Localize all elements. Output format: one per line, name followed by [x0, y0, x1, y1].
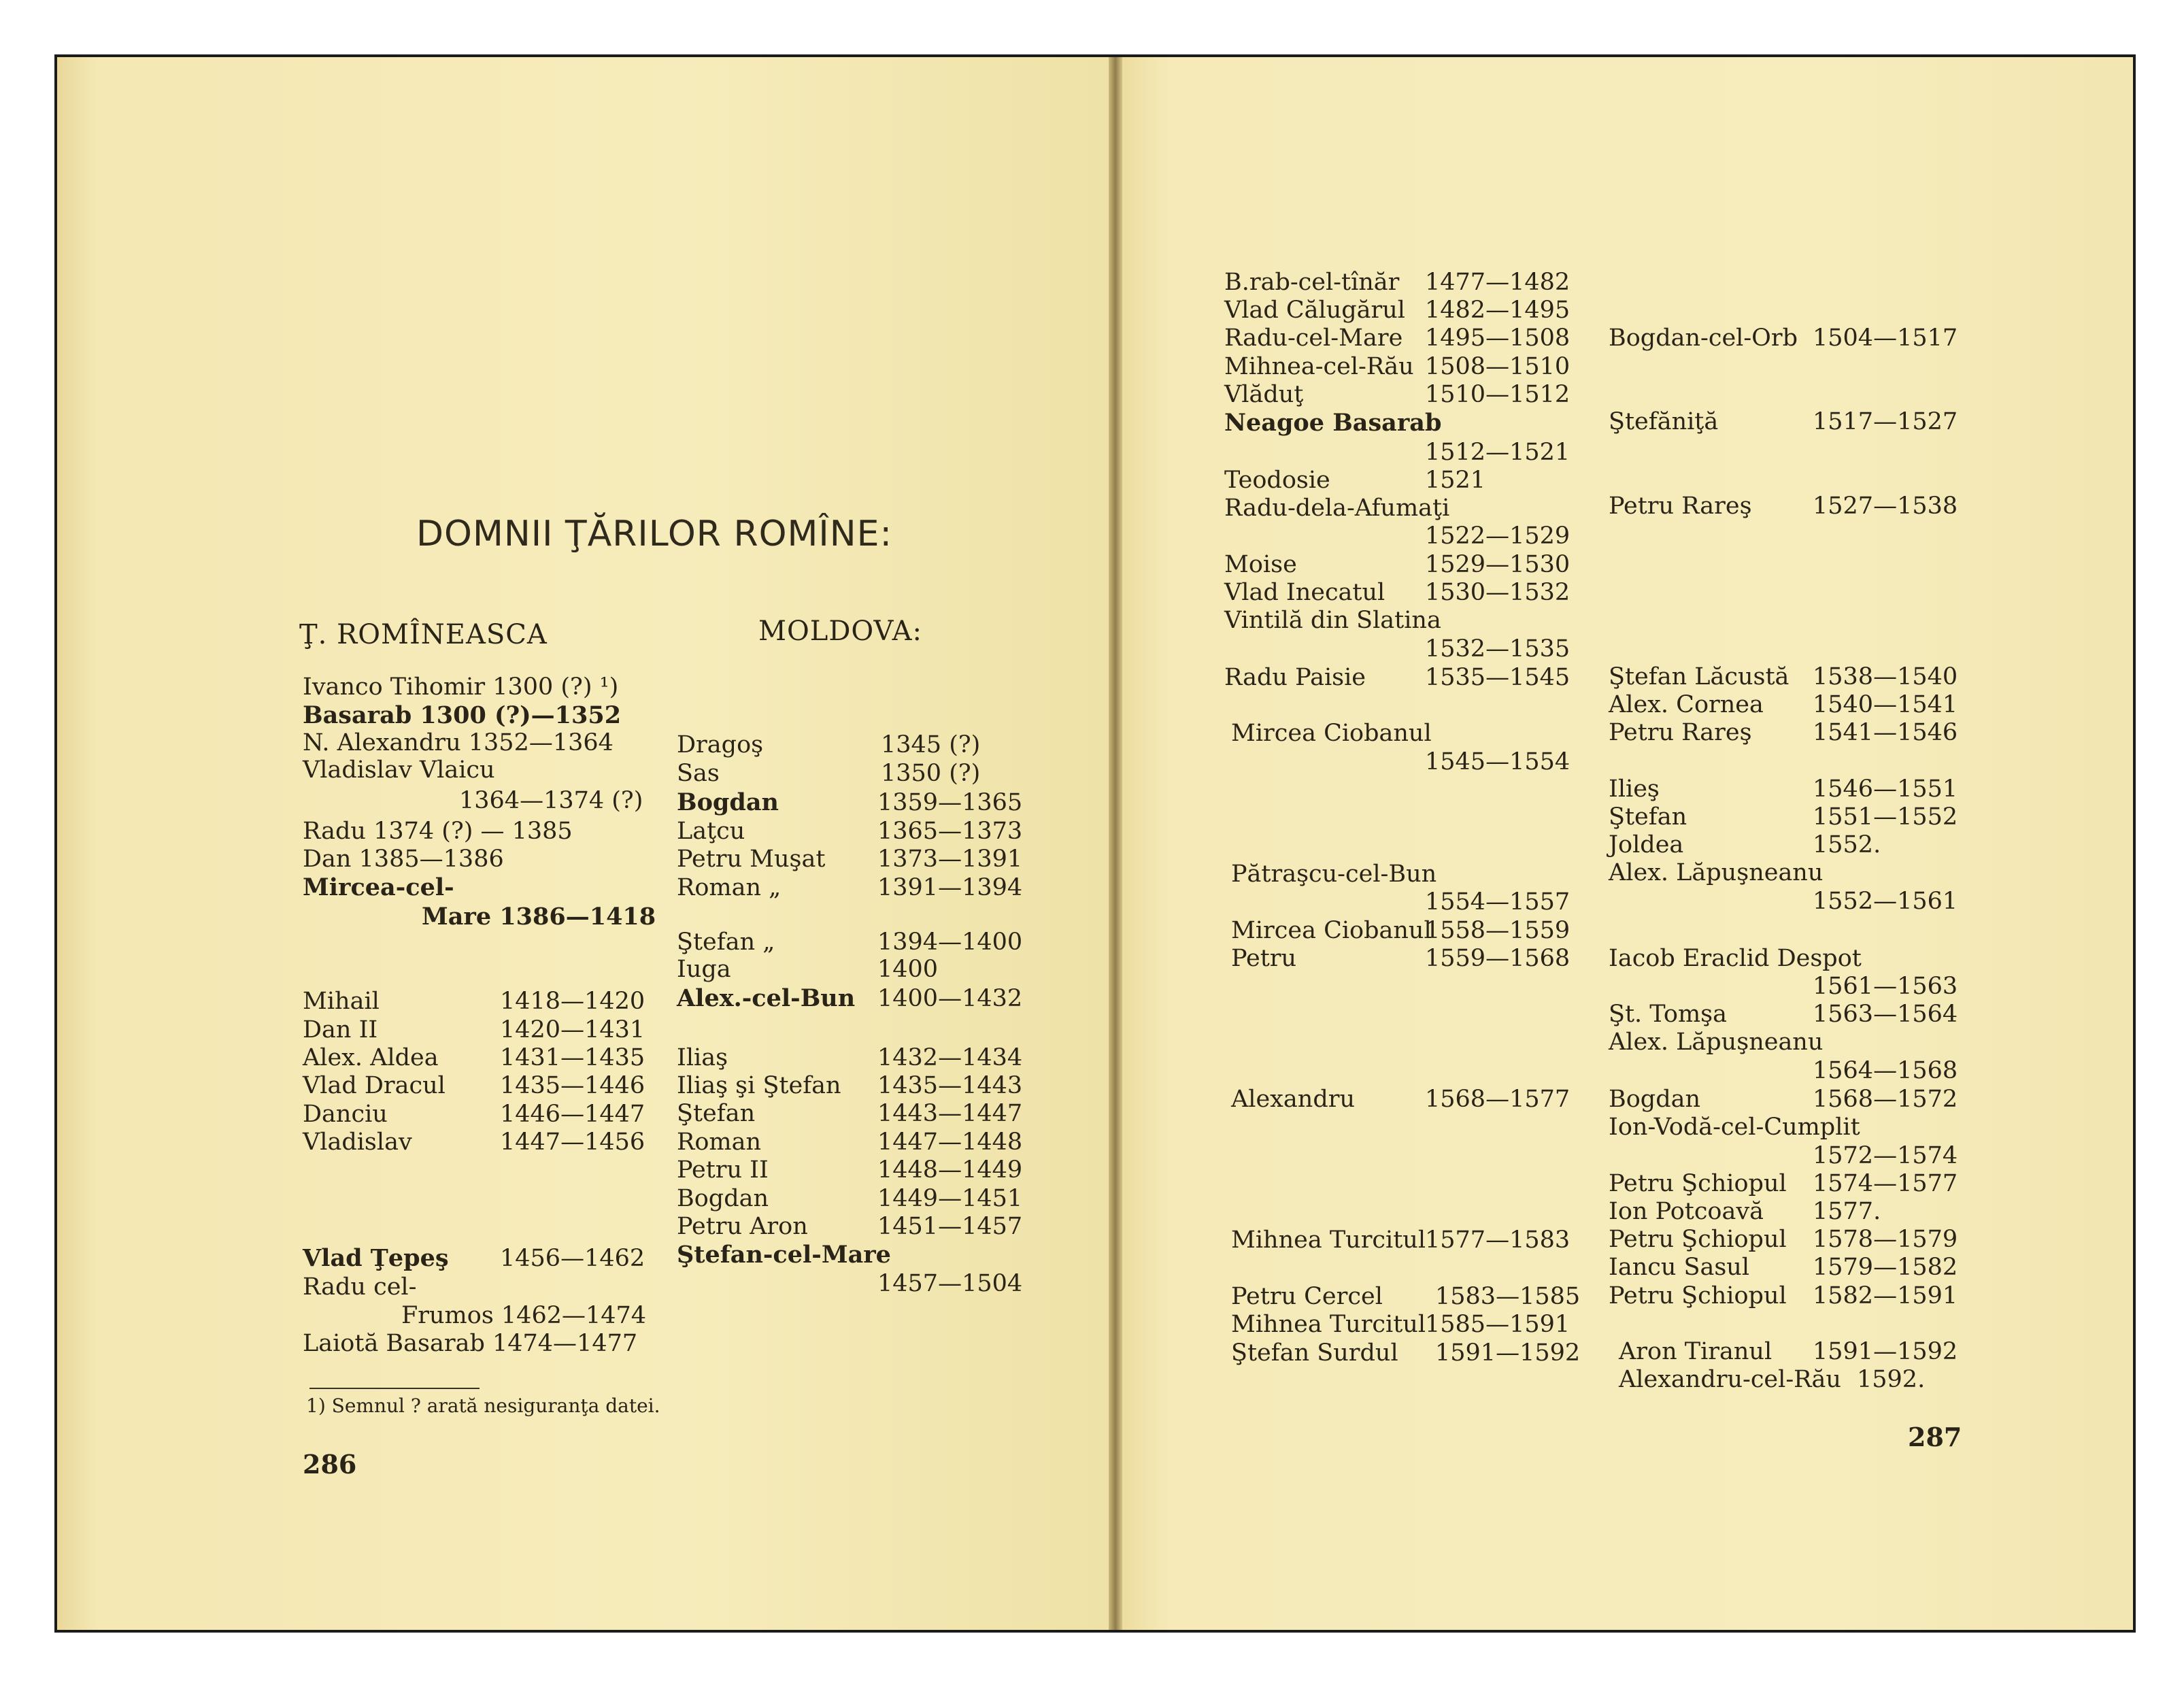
list-entry: Iancu Sasul: [1609, 1254, 1750, 1281]
list-entry: 1447—1448: [877, 1129, 1023, 1156]
list-entry: B.rab-cel-tînăr: [1224, 269, 1400, 296]
list-entry: Moise: [1224, 551, 1297, 578]
list-entry: Roman „: [677, 874, 782, 901]
list-entry: Aron Tiranul: [1619, 1338, 1773, 1365]
list-entry: 1527—1538: [1813, 492, 1958, 520]
list-entry: Dragoş: [677, 731, 764, 758]
list-entry: Neagoe Basarab: [1224, 409, 1442, 437]
list-entry: Şt. Tomşa: [1609, 1001, 1728, 1028]
list-entry: Pătraşcu-cel-Bun: [1231, 861, 1437, 888]
list-entry: Radu-dela-Afumaţi: [1224, 495, 1450, 522]
list-entry: Sas: [677, 760, 720, 787]
list-entry: 1447—1456: [500, 1129, 645, 1156]
book-gutter: [1109, 57, 1122, 1630]
list-entry: 1510—1512: [1425, 381, 1570, 408]
list-entry: Vladislav Vlaicu: [303, 756, 495, 784]
list-entry: 1435—1443: [877, 1072, 1023, 1099]
list-entry: Vladislav: [303, 1129, 412, 1156]
list-entry: 1508—1510: [1425, 353, 1570, 380]
list-entry: Radu 1374 (?) — 1385: [303, 818, 573, 845]
list-entry: Ion-Vodă-cel-Cumplit: [1609, 1114, 1860, 1141]
list-entry: Petru Rareş: [1609, 719, 1752, 746]
list-entry: 1400—1432: [877, 985, 1023, 1012]
list-entry: 1579—1582: [1813, 1254, 1958, 1281]
list-entry: Ştefăniţă: [1609, 408, 1719, 435]
list-entry: Vintilă din Slatina: [1224, 607, 1441, 634]
footnote: 1) Semnul ? arată nesiguranţa datei.: [306, 1394, 660, 1417]
list-entry: 1522—1529: [1425, 522, 1570, 550]
list-entry: 1517—1527: [1813, 408, 1958, 435]
list-entry: Petru Şchiopul: [1609, 1170, 1787, 1197]
list-entry: 1558—1559: [1425, 917, 1570, 944]
list-entry: Mihnea Turcitul: [1231, 1226, 1426, 1254]
list-entry: 1529—1530: [1425, 551, 1570, 578]
footnote-rule: [309, 1388, 480, 1389]
list-entry: Alexandru-cel-Rău: [1619, 1366, 1841, 1393]
list-entry: Mihail: [303, 988, 380, 1015]
list-entry: Laţcu: [677, 818, 745, 845]
list-entry: Petru II: [677, 1156, 769, 1184]
list-entry: Ştefan-cel-Mare: [677, 1241, 891, 1269]
list-entry: 1394—1400: [877, 929, 1023, 956]
list-entry: 1540—1541: [1813, 691, 1958, 718]
list-entry: Alex.-cel-Bun: [677, 984, 856, 1012]
list-entry: Radu-cel-Mare: [1224, 324, 1403, 352]
list-entry: Mihnea-cel-Rău: [1224, 353, 1414, 380]
list-entry: 1552—1561: [1813, 888, 1958, 915]
list-entry: Ion Potcoavă: [1609, 1198, 1764, 1225]
page-title: DOMNII ŢĂRILOR ROMÎNE:: [416, 514, 892, 554]
list-entry: 1574—1577: [1813, 1170, 1958, 1197]
list-entry: Dan 1385—1386: [303, 846, 504, 873]
list-entry: 1577.: [1813, 1198, 1881, 1225]
list-entry: Danciu: [303, 1101, 388, 1128]
list-entry: Dan II: [303, 1016, 378, 1043]
list-entry: Ştefan Lăcustă: [1609, 663, 1790, 690]
list-entry: 1568—1577: [1425, 1086, 1570, 1113]
list-entry: 1551—1552: [1813, 803, 1958, 831]
page-number-right: 287: [1908, 1422, 1962, 1452]
list-entry: 1359—1365: [877, 789, 1023, 816]
list-entry: 1456—1462: [500, 1245, 645, 1272]
list-entry: 1420—1431: [500, 1016, 645, 1043]
list-entry: 1561—1563: [1813, 973, 1958, 1000]
list-entry: 1448—1449: [877, 1156, 1023, 1184]
page-number-left: 286: [303, 1449, 357, 1480]
list-entry: 1572—1574: [1813, 1142, 1958, 1169]
list-entry: Iliaş: [677, 1044, 728, 1071]
list-entry: Teodosie: [1224, 467, 1330, 494]
list-entry: Petru: [1231, 945, 1297, 972]
list-entry: Ilieş: [1609, 775, 1660, 803]
list-entry: Bogdan: [1609, 1086, 1701, 1113]
list-entry: 1350 (?): [881, 760, 981, 787]
list-entry: Alex. Lăpuşneanu: [1609, 859, 1824, 886]
list-entry: Frumos 1462—1474: [401, 1302, 647, 1329]
list-entry: Bogdan-cel-Orb: [1609, 324, 1798, 352]
list-entry: 1400: [877, 956, 939, 983]
list-entry: 1545—1554: [1425, 748, 1570, 775]
list-entry: 1568—1572: [1813, 1086, 1958, 1113]
list-entry: 1432—1434: [877, 1044, 1023, 1071]
list-entry: Iliaş şi Ştefan: [677, 1072, 841, 1099]
list-entry: 1365—1373: [877, 818, 1023, 845]
list-entry: Roman: [677, 1129, 762, 1156]
list-entry: Vlad Dracul: [303, 1072, 446, 1099]
list-entry: 1373—1391: [877, 846, 1023, 873]
list-entry: Alex. Lăpuşneanu: [1609, 1029, 1824, 1056]
list-entry: 1521: [1425, 467, 1486, 494]
list-entry: Ştefan: [677, 1100, 756, 1127]
list-entry: 1592.: [1857, 1366, 1926, 1393]
list-entry: Iacob Eraclid Despot: [1609, 945, 1862, 972]
list-entry: 1577—1583: [1425, 1226, 1570, 1254]
list-entry: 1578—1579: [1813, 1226, 1958, 1253]
list-entry: Basarab 1300 (?)—1352: [303, 701, 622, 729]
list-entry: Petru Şchiopul: [1609, 1282, 1787, 1309]
list-entry: Mircea Ciobanul: [1231, 917, 1432, 944]
heading-tara-romineasca: Ţ. ROMÎNEASCA: [299, 619, 548, 650]
list-entry: Ştefan Surdul: [1231, 1339, 1398, 1367]
list-entry: Laiotă Basarab 1474—1477: [303, 1330, 638, 1357]
list-entry: 1446—1447: [500, 1101, 645, 1128]
list-entry: 1391—1394: [877, 874, 1023, 901]
list-entry: Petru Muşat: [677, 846, 826, 873]
list-entry: Vlad Călugărul: [1224, 297, 1405, 324]
list-entry: N. Alexandru 1352—1364: [303, 729, 614, 756]
list-entry: Mircea Ciobanul: [1231, 720, 1432, 747]
list-entry: Bogdan: [677, 788, 779, 816]
list-entry: Vlad Inecatul: [1224, 579, 1385, 606]
list-entry: Petru Aron: [677, 1213, 808, 1240]
list-entry: 1535—1545: [1425, 664, 1570, 691]
list-entry: Iuga: [677, 956, 731, 983]
list-entry: Radu cel-: [303, 1273, 417, 1301]
list-entry: 1530—1532: [1425, 579, 1570, 606]
list-entry: 1583—1585: [1435, 1283, 1581, 1310]
list-entry: Vlad Ţepeş: [303, 1244, 449, 1272]
list-entry: 1431—1435: [500, 1044, 645, 1071]
list-entry: 1345 (?): [881, 731, 981, 758]
list-entry: 1591—1592: [1435, 1339, 1581, 1367]
heading-moldova: MOLDOVA:: [758, 616, 923, 647]
list-entry: Petru Şchiopul: [1609, 1226, 1787, 1253]
list-entry: Petru Cercel: [1231, 1283, 1383, 1310]
list-entry: 1495—1508: [1425, 324, 1570, 352]
list-entry: Ivanco Tihomir 1300 (?) ¹): [303, 673, 619, 701]
list-entry: 1457—1504: [877, 1270, 1023, 1297]
list-entry: Mircea-cel-: [303, 873, 454, 901]
list-entry: 1418—1420: [500, 988, 645, 1015]
list-entry: Radu Paisie: [1224, 664, 1366, 691]
list-entry: 1449—1451: [877, 1185, 1023, 1212]
list-entry: 1512—1521: [1425, 439, 1570, 466]
list-entry: Alex. Cornea: [1609, 691, 1764, 718]
list-entry: Vlăduţ: [1224, 381, 1304, 408]
list-entry: Ştefan: [1609, 803, 1687, 831]
list-entry: 1559—1568: [1425, 945, 1570, 972]
list-entry: 1564—1568: [1813, 1057, 1958, 1084]
list-entry: 1538—1540: [1813, 663, 1958, 690]
list-entry: Bogdan: [677, 1185, 769, 1212]
list-entry: 1582—1591: [1813, 1282, 1958, 1309]
list-entry: 1451—1457: [877, 1213, 1023, 1240]
list-entry: 1477—1482: [1425, 269, 1570, 296]
list-entry: 1554—1557: [1425, 888, 1570, 916]
list-entry: Alex. Aldea: [303, 1044, 439, 1071]
list-entry: 1541—1546: [1813, 719, 1958, 746]
list-entry: Joldea: [1609, 831, 1684, 858]
list-entry: Mare 1386—1418: [422, 903, 656, 931]
list-entry: 1482—1495: [1425, 297, 1570, 324]
list-entry: Ştefan „: [677, 929, 775, 956]
list-entry: 1585—1591: [1425, 1311, 1570, 1338]
list-entry: 1563—1564: [1813, 1001, 1958, 1028]
list-entry: 1552.: [1813, 831, 1881, 858]
list-entry: 1532—1535: [1425, 635, 1570, 663]
list-entry: Alexandru: [1231, 1086, 1356, 1113]
list-entry: 1504—1517: [1813, 324, 1958, 352]
list-entry: 1435—1446: [500, 1072, 645, 1099]
list-entry: 1364—1374 (?): [459, 787, 643, 814]
list-entry: Mihnea Turcitul: [1231, 1311, 1426, 1338]
list-entry: 1591—1592: [1813, 1338, 1958, 1365]
list-entry: 1443—1447: [877, 1100, 1023, 1127]
list-entry: Petru Rareş: [1609, 492, 1752, 520]
list-entry: 1546—1551: [1813, 775, 1958, 803]
